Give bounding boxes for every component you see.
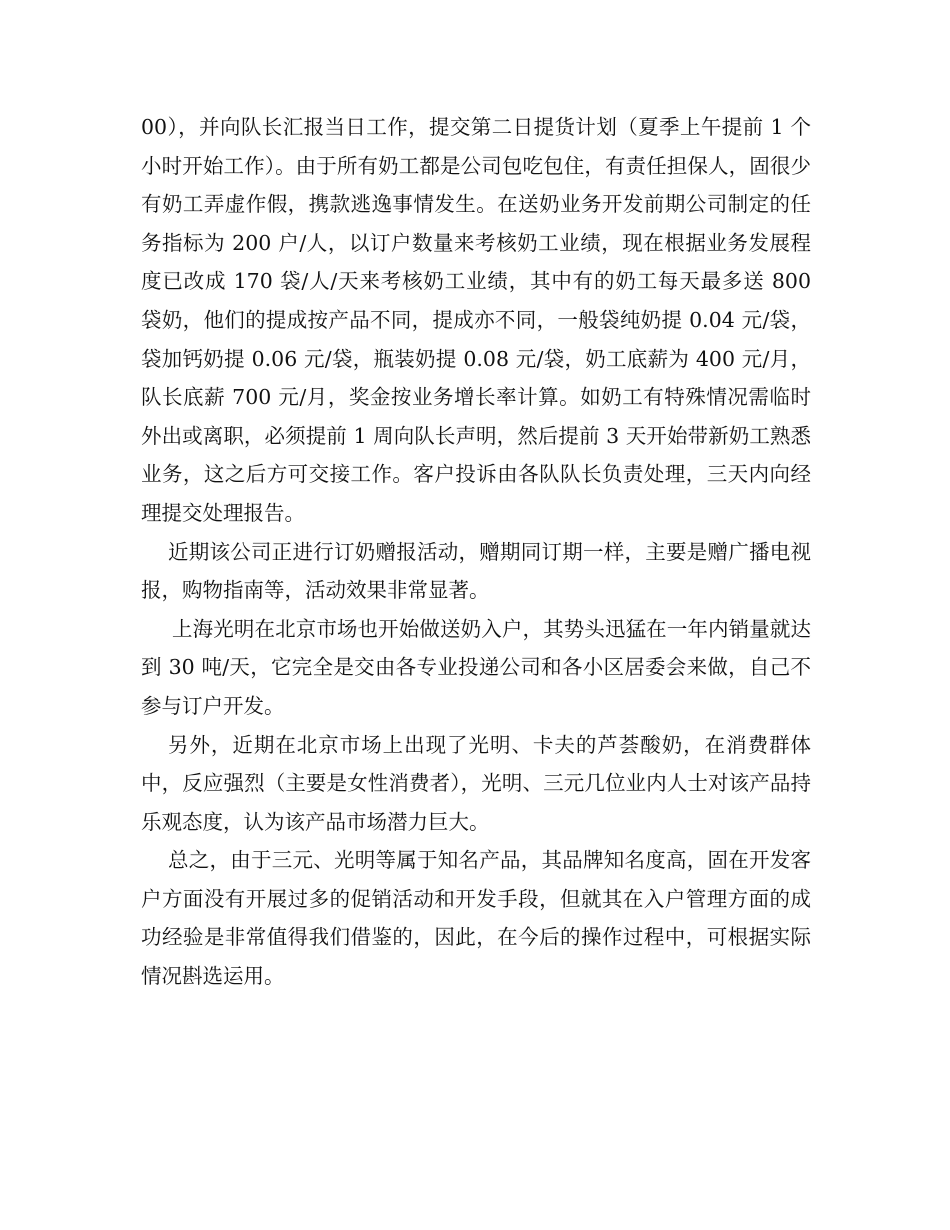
paragraph-4: 另外，近期在北京市场上出现了光明、卡夫的芦荟酸奶，在消费群体中，反应强烈（主要是女性消费者），光明、三元几位业内人士对该产品持乐观态度，认为该产品市场潜力巨大。 [141,732,811,834]
paragraph-5: 总之，由于三元、光明等属于知名产品，其品牌知名度高，固在开发客户方面没有开展过多的促销活动和开发手段，但就其在入户管理方面的成功经验是非常值得我们借鉴的，因此，在今后的操作过程中，可根据实际情况斟选运用。 [141,848,811,989]
paragraph-3: 上海光明在北京市场也开始做送奶入户，其势头迅猛在一年内销量就达到 30 吨/天，它完全是交由各专业投递公司和各小区居委会来做，自己不参与订户开发。 [141,616,811,718]
paragraph-1: 00），并向队长汇报当日工作，提交第二日提货计划（夏季上午提前 1 个小时开始工作）。由于所有奶工都是公司包吃包住，有责任担保人，固很少有奶工弄虚作假，携款逃逸事情发生。在送奶业务开发前期公司制定的任务指标为 200 户/人，以订户数量来考核奶工业绩，现在根据业务发展程度已改成 170 袋/人/天来考核奶工业绩，其中有的奶工每天最多送 800 袋奶，他们的提成按产品不同，提成亦不同，一般袋纯奶提 0.04 元/袋，袋加钙奶提 0.06 元/袋，瓶装奶提 0.08 元/袋，奶工底薪为 400 元/月，队长底薪 700 元/月，奖金按业务增长率计算。如奶工有特殊情况需临时外出或离职，必须提前 1 周向队长声明，然后提前 3 天开始带新奶工熟悉业务，这之后方可交接工作。客户投诉由各队队长负责处理，三天内向经理提交处理报告。 [141,115,811,525]
document-page [141,108,811,996]
paragraph-2: 近期该公司正进行订奶赠报活动，赠期同订期一样，主要是赠广播电视报，购物指南等，活动效果非常显著。 [141,539,811,603]
